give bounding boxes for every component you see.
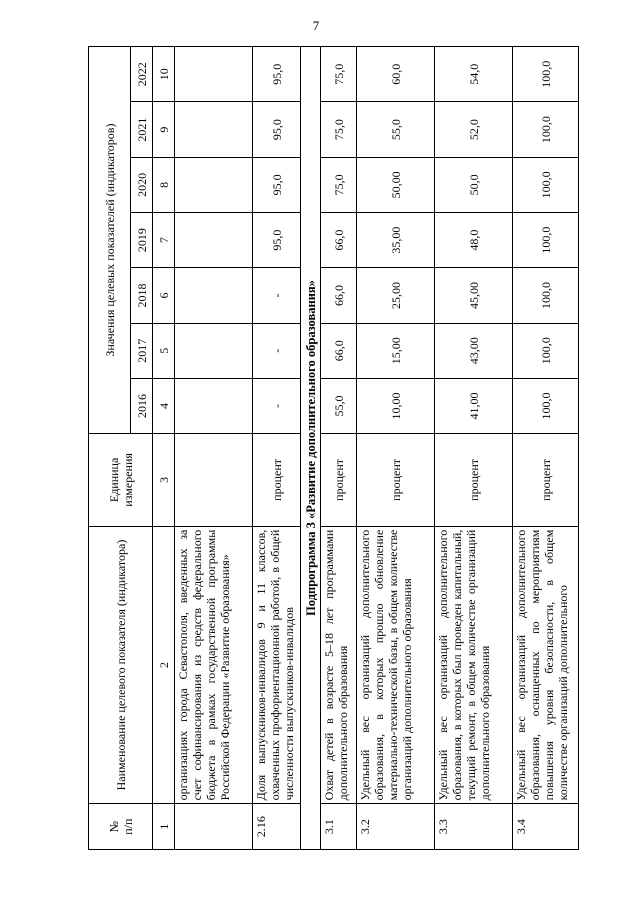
value-cell: 100,0 [513,47,579,102]
value-cell [175,47,253,102]
row-number: 3.4 [513,804,579,850]
index-cell: 7 [153,213,175,268]
value-cell: 15,00 [357,323,435,378]
value-cell: 41,00 [435,378,513,433]
value-cell: 50,00 [357,157,435,212]
header-unit: Единица измерения [89,434,153,527]
value-cell: 95,0 [253,47,301,102]
value-cell: 100,0 [513,323,579,378]
row-number [175,804,253,850]
value-cell: - [253,323,301,378]
value-cell: 66,0 [321,213,357,268]
row-number: 3.2 [357,804,435,850]
indicator-name: организациях города Севастополя, введенных за счет софинансирования из средств федерального бюджета в рамках государственной программы Российской Федерации «Развитие образования» [175,526,253,804]
index-cell: 9 [153,102,175,157]
value-cell: 43,00 [435,323,513,378]
value-cell: 100,0 [513,157,579,212]
rotated-table-container [88,46,570,850]
value-cell: 54,0 [435,47,513,102]
index-cell: 3 [153,434,175,527]
value-cell [175,157,253,212]
value-cell [175,268,253,323]
value-cell: 66,0 [321,268,357,323]
index-cell: 1 [153,804,175,850]
value-cell: 25,00 [357,268,435,323]
value-cell: 60,0 [357,47,435,102]
index-cell: 10 [153,47,175,102]
header-row-1 [89,47,131,850]
indicator-table [88,46,579,850]
indicator-name: Удельный вес организаций дополнительного образования, оснащенных по мероприятиям повышения уровня безопасности, в общем количестве организаций дополнительного [513,526,579,804]
year-cell: 2020 [131,157,153,212]
unit-cell: процент [513,434,579,527]
value-cell [175,102,253,157]
value-cell: 100,0 [513,213,579,268]
table-row [253,47,301,850]
table-row [321,47,357,850]
subprogram-row [301,47,321,850]
value-cell: 52,0 [435,102,513,157]
value-cell: - [253,268,301,323]
row-number: 3.3 [435,804,513,850]
value-cell: 55,0 [357,102,435,157]
table-row [175,47,253,850]
year-cell: 2018 [131,268,153,323]
year-cell: 2021 [131,102,153,157]
unit-cell: процент [435,434,513,527]
value-cell: 100,0 [513,378,579,433]
index-cell: 5 [153,323,175,378]
value-cell: 95,0 [253,102,301,157]
header-name: Наименование целевого показателя (индикатора) [89,526,153,804]
header-values: Значения целевых показателей (индикаторов) [89,47,131,434]
year-cell: 2016 [131,378,153,433]
value-cell: 50,0 [435,157,513,212]
unit-cell: процент [357,434,435,527]
subprogram-title: Подпрограмма 3 «Развитие дополнительного образования» [301,47,321,850]
table-row [357,47,435,850]
unit-cell: процент [321,434,357,527]
value-cell [175,378,253,433]
header-index-row [153,47,175,850]
row-number: 3.1 [321,804,357,850]
value-cell: 75,0 [321,102,357,157]
value-cell: 95,0 [253,213,301,268]
value-cell [175,213,253,268]
value-cell: 75,0 [321,157,357,212]
year-cell: 2019 [131,213,153,268]
value-cell: 48,0 [435,213,513,268]
index-cell: 2 [153,526,175,804]
index-cell: 4 [153,378,175,433]
table-row [435,47,513,850]
value-cell: 95,0 [253,157,301,212]
indicator-name: Удельный вес организаций дополнительного образования, в которых прошло обновление материально-технической базы, в общем количестве организаций дополнительного образования [357,526,435,804]
value-cell: 55,0 [321,378,357,433]
value-cell: 100,0 [513,102,579,157]
page-number: 7 [312,18,320,33]
indicator-name: Охват детей в возрасте 5–18 лет программами дополнительного образования [321,526,357,804]
header-num: № п/п [89,804,153,850]
value-cell [175,323,253,378]
value-cell: 10,00 [357,378,435,433]
unit-cell [175,434,253,527]
year-cell: 2022 [131,47,153,102]
index-cell: 6 [153,268,175,323]
row-number: 2.16 [253,804,301,850]
index-cell: 8 [153,157,175,212]
unit-cell: процент [253,434,301,527]
value-cell: 35,00 [357,213,435,268]
value-cell: 66,0 [321,323,357,378]
value-cell: - [253,378,301,433]
value-cell: 75,0 [321,47,357,102]
value-cell: 100,0 [513,268,579,323]
indicator-name: Удельный вес организаций дополнительного образования, в которых был проведен капитальный, текущий ремонт, в общем количестве организаций дополнительного образования [435,526,513,804]
value-cell: 45,00 [435,268,513,323]
table-row [513,47,579,850]
year-cell: 2017 [131,323,153,378]
indicator-name: Доля выпускников-инвалидов 9 и 11 классов, охваченных профориентационной работой, в общей численности выпускников-инвалидов [253,526,301,804]
